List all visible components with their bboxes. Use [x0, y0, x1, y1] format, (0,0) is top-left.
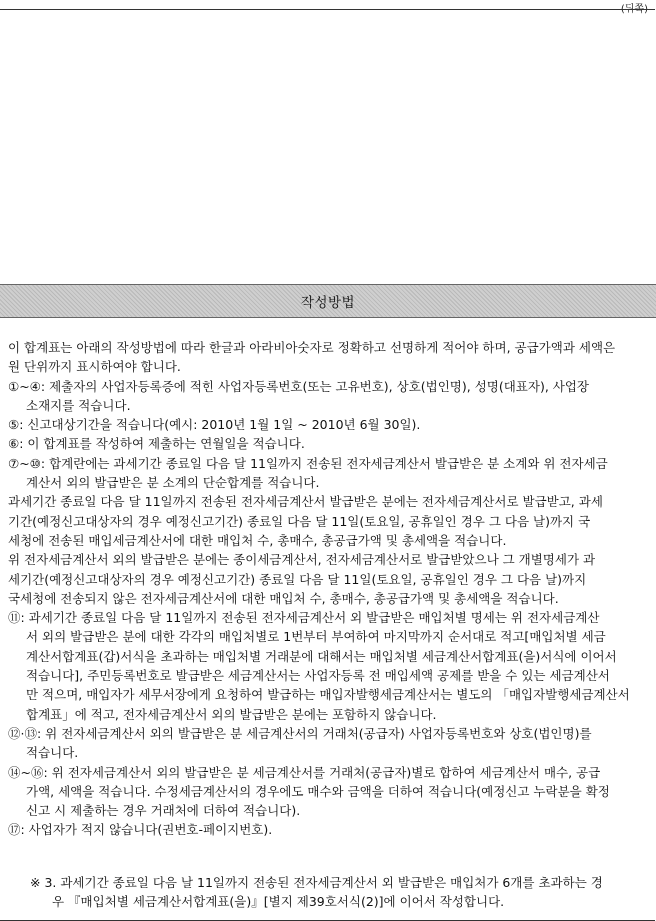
intro-line: 원 단위까지 표시하여야 합니다. — [8, 359, 181, 375]
instruction-item — [8, 377, 648, 416]
instruction-line: ⑪: 과세기간 종료일 다음 달 11일까지 전송된 전자세금계산서 외 발급받은 매입처별 명세는 위 전자세금계산 — [8, 610, 600, 626]
instruction-line: 가액, 세액을 적습니다. 수정세금계산서의 경우에도 매수와 금액을 더하여 적습니다(예정신고 누락분을 확정 — [26, 783, 610, 799]
instruction-item — [8, 820, 648, 839]
footnote — [30, 873, 648, 912]
footnote-line: 우 『매입처별 세금계산서합계표(을)』[별지 제39호서식(2)]에 이어서 작성합니다. — [52, 894, 505, 910]
instruction-line: 적습니다. — [26, 745, 79, 761]
instruction-item — [8, 763, 648, 821]
instruction-line: 적습니다], 주민등록번호로 발급받은 세금계산서는 사업자등록 전 매입세액 공제를 받을 수 있는 세금계산서 — [26, 668, 610, 684]
instruction-line: ⑫·⑬: 위 전자세금계산서 외의 발급받은 분 세금계산서의 거래처(공급자) 사업자등록번호와 상호(법인명)를 — [8, 725, 592, 741]
instruction-line: 서 외의 발급받은 분에 대한 각각의 매입처별로 1번부터 부여하여 마지막까지 순서대로 적고[매입처별 세금 — [26, 629, 606, 645]
instructions-body — [8, 338, 648, 840]
instruction-line: ①~④: 제출자의 사업자등록증에 적힌 사업자등록번호(또는 고유번호), 상호(법인명), 성명(대표자), 사업장 — [8, 378, 589, 394]
intro-line: 이 합계표는 아래의 작성방법에 따라 한글과 아라비아숫자로 정확하고 선명하게 적어야 하며, 공급가액과 세액은 — [8, 340, 616, 355]
section-title: 작성방법 — [300, 295, 356, 311]
instruction-line: 만 적으며, 매입자가 세무서장에게 요청하여 발급하는 매입자발행세금계산서는 별도의 「매입자발행세금계산서 — [26, 687, 630, 703]
instruction-item — [8, 434, 648, 453]
instruction-line: 위 전자세금계산서 외의 발급받은 분에는 종이세금계산서, 전자세금계산서로 발급받았으나 그 개별명세가 과 — [8, 552, 596, 568]
instruction-line: ⑤: 신고대상기간을 적습니다(예시: 2010년 1월 1일 ~ 2010년 6월 30일). — [8, 417, 421, 433]
instruction-line: 기간(예정신고대상자의 경우 예정신고기간) 종료일 다음 달 11일(토요일, 공휴일인 경우 그 다음 날)까지 국 — [8, 513, 591, 529]
instruction-list — [8, 377, 648, 840]
instruction-line: 세청에 전송된 매입세금계산서에 대한 매입처 수, 총매수, 총공급가액 및 총세액을 적습니다. — [8, 532, 507, 548]
instruction-line: 계산서 외의 발급받은 분 소계의 단순합계를 적습니다. — [26, 475, 320, 491]
instruction-item — [8, 492, 648, 550]
section-header — [0, 284, 656, 318]
instruction-line: ⑭~⑯: 위 전자세금계산서 외의 발급받은 분 세금계산서를 거래처(공급자)별로 합하여 세금계산서 매수, 공급 — [8, 764, 601, 780]
back-side-label: (뒤쪽) — [620, 4, 648, 15]
instruction-item — [8, 550, 648, 608]
instruction-line: ⑰: 사업자가 적지 않습니다(권번호-페이지번호). — [8, 822, 273, 838]
instruction-line: 신고 시 제출하는 경우 거래처에 더하여 적습니다). — [26, 803, 301, 819]
instruction-item — [8, 608, 648, 724]
instruction-line: 국세청에 전송되지 않은 전자세금계산서에 대한 매입처 수, 총매수, 총공급가액 및 총세액을 적습니다. — [8, 590, 559, 606]
instruction-item — [8, 724, 648, 763]
instruction-item — [8, 454, 648, 493]
instruction-line: 세기간(예정신고대상자의 경우 예정신고기간) 종료일 다음 달 11일(토요일, 공휴일인 경우 그 다음 날)까지 — [8, 571, 587, 587]
instruction-line: ⑦~⑩: 합계란에는 과세기간 종료일 다음 달 11일까지 전송된 전자세금계산서 발급받은 분 소계와 위 전자세금 — [8, 455, 608, 471]
instruction-item — [8, 415, 648, 434]
instruction-line: 소재지를 적습니다. — [26, 397, 131, 413]
instruction-line: 과세기간 종료일 다음 달 11일까지 전송된 전자세금계산서 발급받은 분에는 전자세금계산서로 발급받고, 과세 — [8, 494, 603, 510]
instruction-line: 합계표」에 적고, 전자세금계산서 외의 발급받은 분에는 포함하지 않습니다. — [26, 706, 437, 722]
intro-paragraph — [8, 338, 648, 377]
instruction-line: 계산서합계표(갑)서식을 초과하는 매입처별 거래분에 대해서는 매입처별 세금계산서합계표(을)서식에 이어서 — [26, 648, 617, 664]
footnote-line: ※ 3. 과세기간 종료일 다음 날 11일까지 전송된 전자세금계산서 외 발급받은 매입처가 6개를 초과하는 경 — [30, 875, 603, 890]
instruction-line: ⑥: 이 합계표를 작성하여 제출하는 연월일을 적습니다. — [8, 436, 305, 452]
